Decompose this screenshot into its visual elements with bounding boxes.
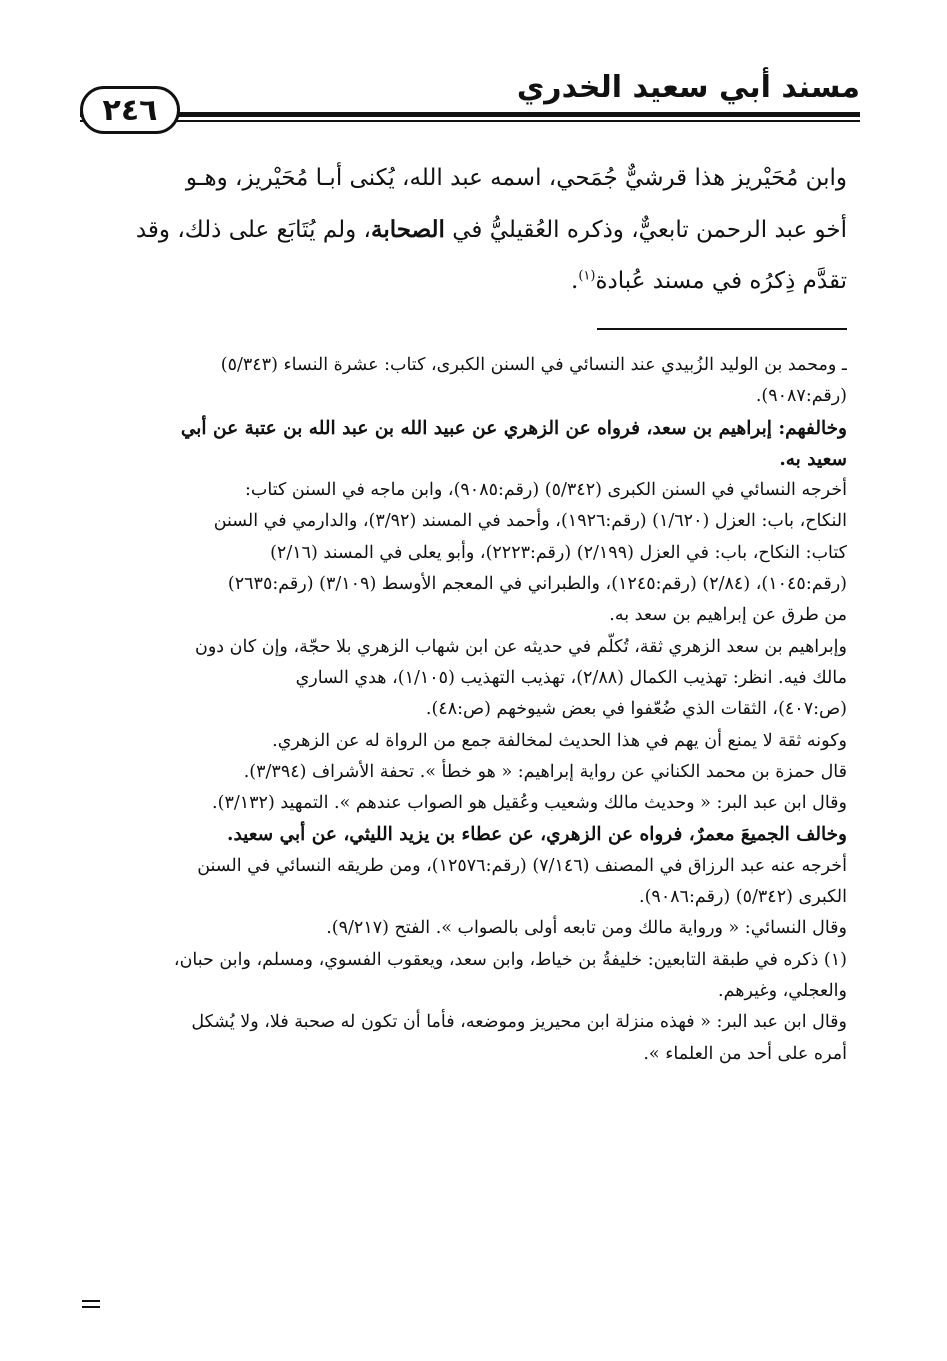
- footnote-line: كتاب: النكاح، باب: في العزل (٢/١٩٩) (رقم:٢٢٢٣)، وأبو يعلى في المسند (٢/١٦): [270, 542, 847, 563]
- footnote-line: وقال النسائي: « ورواية مالك ومن تابعه أولى بالصواب ». الفتح (٩/٢١٧).: [326, 918, 847, 939]
- footnote-line: (ص:٤٠٧)، الثقات الذي ضُعّفوا في بعض شيوخهم (ص:٤٨).: [425, 699, 847, 720]
- continuation-mark: [82, 1300, 100, 1308]
- header-rule-thick: [80, 112, 860, 117]
- footnotes: [102, 350, 847, 1070]
- footnote-1-line: وقال ابن عبد البر: « فهذه منزلة ابن محيريز وموضعه، فأما أن تكون له صحبة فلا، ولا يُشكل: [191, 1012, 847, 1033]
- footnote-line: (رقم:٩٠٨٧).: [755, 386, 847, 407]
- page-header: [80, 60, 860, 130]
- main-line-3-text: تقدَّم ذِكرُه في مسند عُبادة: [595, 268, 847, 294]
- footnote-line: وكونه ثقة لا يمنع أن يهم في هذا الحديث لمخالفة جمع من الرواة له عن الزهري.: [272, 730, 847, 751]
- footnote-line: وقال ابن عبد البر: « وحديث مالك وشعيب وعُقيل هو الصواب عندهم ». التمهيد (٣/١٣٢).: [212, 793, 847, 814]
- footnote-line: وإبراهيم بن سعد الزهري ثقة، تُكلّم في حديثه عن ابن شهاب الزهري بلا حجّة، وإن كان دون: [194, 636, 847, 657]
- footnote-line: الكبرى (٥/٣٤٢) (رقم:٩٠٨٦).: [639, 887, 847, 908]
- main-line-2-part-1: أخو عبد الرحمن تابعيٌّ، وذكره العُقيليُّ في: [452, 217, 847, 243]
- header-rule-thin: [80, 120, 860, 122]
- page-number: ٢٤٦: [80, 86, 180, 134]
- footnote-line: أخرجه النسائي في السنن الكبرى (٥/٣٤٢) (رقم:٩٠٨٥)، وابن ماجه في السنن كتاب:: [245, 480, 847, 501]
- running-title: مسند أبي سعيد الخدري: [516, 70, 860, 105]
- footnote-line-bold: وخالفهم: إبراهيم بن سعد، فرواه عن الزهري عن عبيد الله بن عبد الله بن عتبة عن أبي: [180, 417, 847, 439]
- footnote-ref-1[interactable]: (١): [578, 268, 596, 284]
- footnote-line: أخرجه عنه عبد الرزاق في المصنف (٧/١٤٦) (رقم:١٢٥٧٦)، ومن طريقه النسائي في السنن: [197, 855, 847, 876]
- sahaba-book-title: الصحابة: [370, 216, 445, 243]
- main-line-3: [102, 256, 847, 307]
- footnote-1-line: (١) ذكره في طبقة التابعين: خليفةُ بن خياط، وابن سعد، ويعقوب الفسوي، ومسلم، وابن حبان،: [173, 949, 847, 970]
- main-line-2-part-2: ، ولم يُتَابَع على ذلك، وقد: [135, 217, 371, 243]
- main-body-text: [102, 153, 847, 307]
- footnote-line: من طرق عن إبراهيم بن سعد به.: [609, 605, 847, 626]
- footnote-separator: [597, 328, 847, 330]
- main-line-1: وابن مُحَيْريز هذا قرشيٌّ جُمَحي، اسمه عبد الله، يُكنى أبـا مُحَيْريز، وهـو: [185, 165, 847, 191]
- main-line-3-period: .: [571, 268, 579, 294]
- main-line-2: [102, 204, 847, 256]
- footnote-1-line: والعجلي، وغيرهم.: [718, 980, 847, 1001]
- footnote-line: النكاح، باب: العزل (١/٦٢٠) (رقم:١٩٢٦)، وأحمد في المسند (٣/٩٢)، والدارمي في السنن: [213, 511, 847, 532]
- footnote-line-bold: وخالف الجميعَ معمرٌ، فرواه عن الزهري، عن عطاء بن يزيد الليثي، عن أبي سعيد.: [227, 824, 847, 846]
- footnote-line: مالك فيه. انظر: تهذيب الكمال (٢/٨٨)، تهذيب التهذيب (١/١٠٥)، هدي الساري: [295, 667, 847, 688]
- footnote-line-bold: سعيد به.: [779, 448, 847, 470]
- footnote-line: قال حمزة بن محمد الكناني عن رواية إبراهيم: « هو خطأ ». تحفة الأشراف (٣/٣٩٤).: [243, 761, 847, 782]
- footnote-line: ـ ومحمد بن الوليد الزُبيدي عند النسائي في السنن الكبرى، كتاب: عشرة النساء (٥/٣٤٣): [220, 355, 847, 375]
- footnote-line: (رقم:١٠٤٥)، (٢/٨٤) (رقم:١٢٤٥)، والطبراني في المعجم الأوسط (٣/١٠٩) (رقم:٢٦٣٥): [227, 574, 847, 595]
- footnote-1-line: أمره على أحد من العلماء ».: [643, 1043, 847, 1064]
